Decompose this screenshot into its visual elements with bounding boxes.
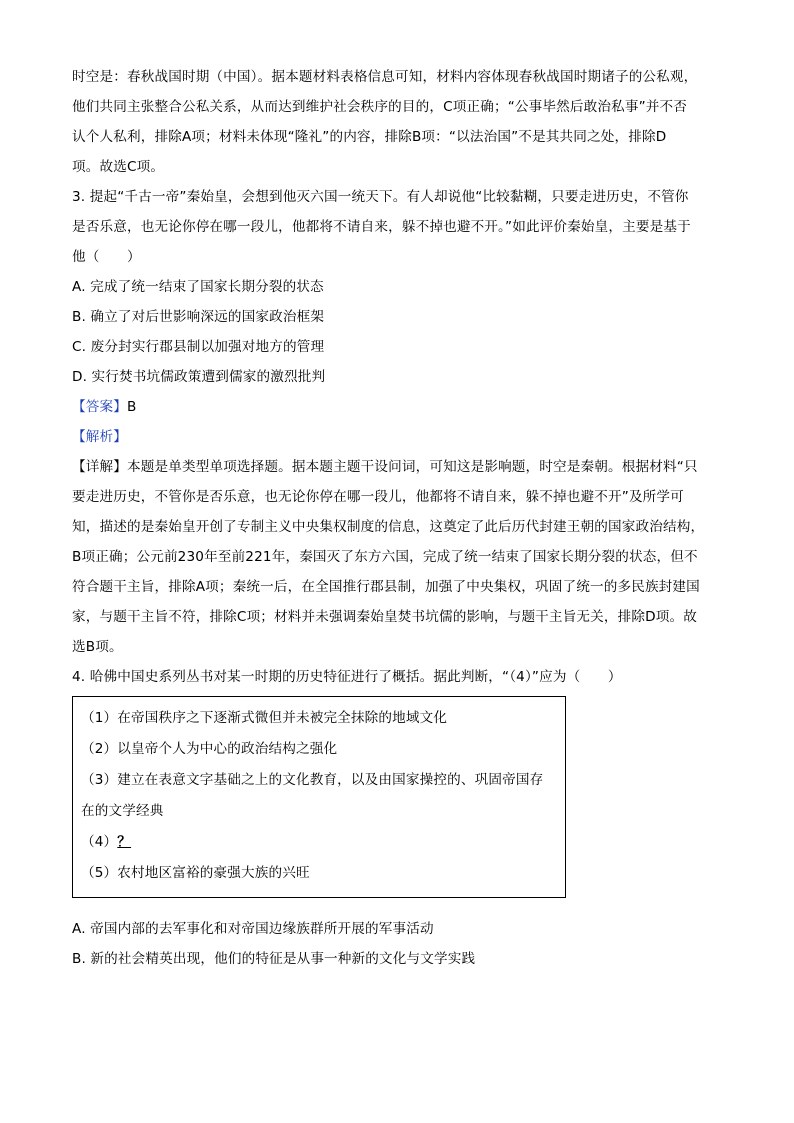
q3-stem-line-2: 是否乐意，也无论你停在哪一段儿，他都将不请自来，躲不掉也避不开。”如此评价秦始皇，主要是基于 bbox=[72, 219, 691, 235]
material-item-5: （5）农村地区富裕的豪强大族的兴旺 bbox=[81, 865, 310, 881]
q2-analysis bbox=[72, 62, 724, 182]
q2-analysis-line-2: 他们共同主张整合公私关系，从而达到维护社会秩序的目的，C项正确；“公事毕然后敢治私事”并不否 bbox=[72, 99, 688, 115]
q3-detail-line-7: 选B项。 bbox=[72, 639, 123, 655]
q2-analysis-line-3: 认个人私利，排除A项；材料未体现“隆礼”的内容，排除B项：“以法治国”不是其共同之处，排除D bbox=[72, 129, 667, 145]
material-item-4 bbox=[81, 827, 557, 858]
spacer bbox=[72, 898, 724, 914]
q3-answer bbox=[72, 392, 724, 422]
q2-analysis-line-4: 项。故选C项。 bbox=[72, 159, 165, 175]
q3-detail-line-3: 知，描述的是秦始皇开创了专制主义中央集权制度的信息，这奠定了此后历代封建王朝的国家政治结构， bbox=[72, 519, 705, 535]
q2-analysis-line-1: 时空是：春秋战国时期（中国）。据本题材料表格信息可知，材料内容体现春秋战国时期诸子的公私观， bbox=[72, 69, 698, 85]
q3-stem-line-1: 3. 提起“千古一帝”秦始皇，会想到他灭六国一统天下。有人却说他“比较黏糊，只要走进历史，不管你 bbox=[72, 189, 689, 205]
answer-value: B bbox=[126, 399, 137, 415]
q3-analysis-heading bbox=[72, 422, 724, 452]
q3-option-d: D. 实行焚书坑儒政策遭到儒家的激烈批判 bbox=[72, 369, 326, 385]
q3-option-b: B. 确立了对后世影响深远的国家政治框架 bbox=[72, 309, 325, 325]
q4-stem: 4. 哈佛中国史系列丛书对某一时期的历史特征进行了概括。据此判断，“（4）”应为（ ） bbox=[72, 669, 622, 685]
q3-detail-line-4: B项正确；公元前230年至前221年，秦国灭了东方六国，完成了统一结束了国家长期分裂的状态，但不 bbox=[72, 549, 698, 565]
material-item-3-line-2: 在的文学经典 bbox=[81, 803, 164, 819]
material-item-1: （1）在帝国秩序之下逐渐式微但并未被完全抹除的地域文化 bbox=[81, 710, 448, 726]
q3-option-c: C. 废分封实行郡县制以加强对地方的管理 bbox=[72, 339, 325, 355]
q4-option-a: A. 帝国内部的去军事化和对帝国边缘族群所开展的军事活动 bbox=[72, 921, 434, 937]
question-mark: ？ bbox=[117, 834, 132, 850]
material-item-4-prefix: （4） bbox=[81, 834, 118, 850]
question-4 bbox=[72, 662, 724, 974]
q3-detail-line-1 bbox=[72, 452, 724, 482]
q3-detail-line-2: 要走进历史，不管你是否乐意，也无论你停在哪一段儿，他都将不请自来，躲不掉也避不开”及所学可 bbox=[72, 489, 684, 505]
detail-text-1: 本题是单类型单项选择题。据本题主题干设问词，可知这是影响题，时空是秦朝。根据材料“只 bbox=[126, 459, 698, 475]
analysis-label: 【解析】 bbox=[72, 429, 127, 445]
material-item-3-line-1: （3）建立在表意文字基础之上的文化教育，以及由国家操控的、巩固帝国存 bbox=[81, 772, 544, 788]
material-item-2: （2）以皇帝个人为中心的政治结构之强化 bbox=[81, 741, 338, 757]
q4-material-box bbox=[72, 696, 566, 898]
answer-label: 【答案】 bbox=[72, 399, 127, 415]
question-3 bbox=[72, 182, 724, 662]
q3-detail-line-6: 家，与题干主旨不符，排除C项；材料并未强调秦始皇焚书坑儒的影响，与题干主旨无关，排除D项。故 bbox=[72, 609, 697, 625]
q4-option-b: B. 新的社会精英出现，他们的特征是从事一种新的文化与文学实践 bbox=[72, 951, 476, 967]
q3-detail-line-5: 符合题干主旨，排除A项；秦统一后，在全国推行郡县制，加强了中央集权，巩固了统一的多民族封建国 bbox=[72, 579, 700, 595]
detail-label: 【详解】 bbox=[72, 459, 127, 475]
q3-stem-line-3: 他（ ） bbox=[72, 249, 141, 265]
q3-option-a: A. 完成了统一结束了国家长期分裂的状态 bbox=[72, 279, 324, 295]
document-page bbox=[72, 62, 724, 974]
